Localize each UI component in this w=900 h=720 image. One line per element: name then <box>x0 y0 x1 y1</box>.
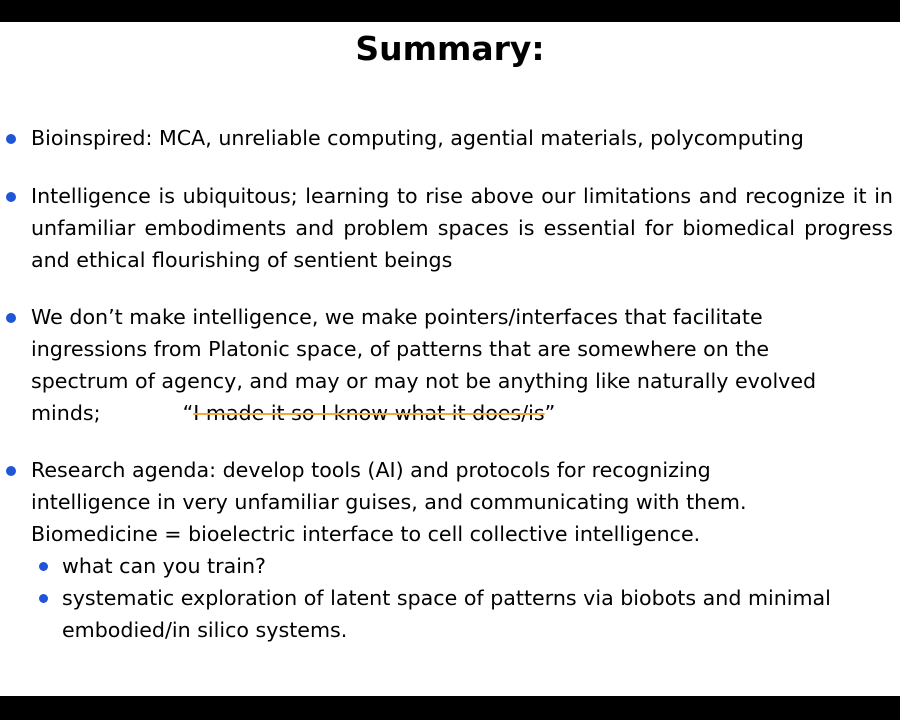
slide <box>0 22 900 696</box>
quote-open: “ <box>182 401 194 425</box>
sub-bullet-dot-icon <box>39 594 48 603</box>
quote <box>183 401 556 425</box>
slide-title: Summary: <box>355 29 545 68</box>
struck-quote: I made it so I know what it does/is <box>193 401 545 425</box>
sub-item-2 <box>31 582 831 646</box>
bullet-dot-icon <box>6 313 16 323</box>
sub-item-1 <box>31 550 831 582</box>
bullet-item-4 <box>31 454 831 646</box>
bullet-text: Research agenda: develop tools (AI) and protocols for recognizing intelligence in very unfamiliar guises, and communicating with them. Biomedicine = bioelectric interface to cell collective intelligence. <box>31 458 747 546</box>
bullet-item-3 <box>31 301 871 429</box>
bullet-dot-icon <box>6 134 16 144</box>
bullet-dot-icon <box>6 192 16 202</box>
bullet-item-1 <box>31 122 893 154</box>
bullet-item-2 <box>31 180 893 276</box>
sub-bullet-dot-icon <box>39 562 48 571</box>
sub-item-text: systematic exploration of latent space of patterns via biobots and minimal embodied/in silico systems. <box>62 586 831 642</box>
quote-close: ” <box>544 401 556 425</box>
sub-item-text: what can you train? <box>62 554 266 578</box>
bullet-text: We don’t make intelligence, we make pointers/interfaces that facilitate ingressions from Platonic space, of patterns that are somewhere on the spectrum of agency, and may or may not be anything like naturally evolved minds; <box>31 305 817 425</box>
bullet-dot-icon <box>6 466 16 476</box>
bullet-text: Bioinspired: MCA, unreliable computing, agential materials, polycomputing <box>31 126 804 150</box>
bullet-text: Intelligence is ubiquitous; learning to rise above our limitations and recognize it in unfamiliar embodiments and problem spaces is essential for biomedical progress and ethical flourishing of sentient beings <box>31 184 893 272</box>
